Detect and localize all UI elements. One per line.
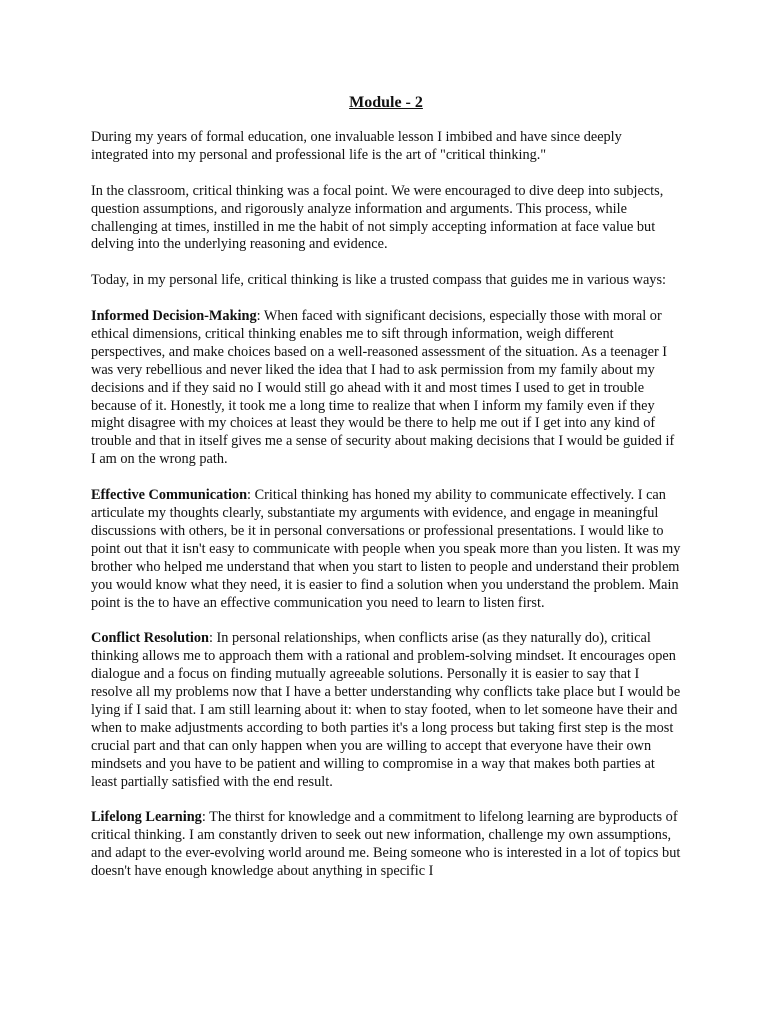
section-body: : In personal relationships, when conflicts arise (as they naturally do), critical thinking allows me to approach them with a rational and problem-solving mindset. It encourages open dialogue and a focus on finding mutually agreeable solutions. Personally it is easier to say that I resolve all my problems now that I have a better understanding why conflicts take place but I would be lying if I said that. I am still learning about it: when to stay footed, when to let someone have their and when to make adjustments according to both parties it's a long process but taking first step is the most crucial part and that can only happen when you are willing to accept that everyone have their own mindsets and you have to be patient and willing to compromise in a way that makes both parties at least partially satisfied with the end result.: [91, 630, 681, 790]
page-title: Module - 2: [349, 94, 423, 111]
section-lifelong-learning: [91, 809, 681, 881]
section-heading: Effective Communication: [91, 487, 248, 504]
section-body: : Critical thinking has honed my ability to communicate effectively. I can articulate my thoughts clearly, substantiate my arguments with evidence, and engage in meaningful discussions with others, be it in personal conversations or professional presentations. I would like to point out that it isn't easy to communicate with people when you speak more than you listen. It was my brother who helped me understand that when you start to listen to people and understand their problem you would know what they need, it is easier to find a solution when you understand the problem. Main point is the to have an effective communication you need to learn to listen first.: [91, 487, 681, 611]
section-conflict-resolution: [91, 630, 681, 791]
document-body: [91, 93, 681, 899]
section-communication: [91, 487, 681, 612]
intro-paragraph-1: During my years of formal education, one invaluable lesson I imbibed and have since deeply integrated into my personal and professional life is the art of "critical thinking.": [91, 129, 622, 163]
section-heading: Conflict Resolution: [91, 630, 209, 647]
section-body: : When faced with significant decisions, especially those with moral or ethical dimensions, critical thinking enables me to sift through information, weigh different perspectives, and make choices based on a well-reasoned assessment of the situation. As a teenager I was very rebellious and never liked the idea that I had to ask permission from my family about my decisions and if they said no I would still go ahead with it and most times I used to get in trouble because of it. Honestly, it took me a long time to realize that when I inform my family even if they might disagree with my choices at least they would be there to help me out if I get into any kind of trouble and that in itself gives me a sense of security about making decisions that I would be guided if I am on the wrong path.: [91, 308, 675, 468]
section-heading: Lifelong Learning: [91, 809, 202, 826]
section-heading: Informed Decision-Making: [91, 308, 257, 325]
section-decision-making: [91, 308, 681, 469]
intro-paragraph-2: In the classroom, critical thinking was a focal point. We were encouraged to dive deep into subjects, question assumptions, and rigorously analyze information and arguments. This process, while challenging at times, instilled in me the habit of not simply accepting information at face value but delving into the underlying reasoning and evidence.: [91, 182, 664, 253]
section-body: : The thirst for knowledge and a commitment to lifelong learning are byproducts of critical thinking. I am constantly driven to seek out new information, challenge my own assumptions, and adapt to the ever-evolving world around me. Being someone who is interested in a lot of topics but doesn't have enough knowledge about anything in specific I: [91, 809, 681, 880]
intro-paragraph-3: Today, in my personal life, critical thinking is like a trusted compass that guides me in various ways:: [91, 272, 666, 289]
